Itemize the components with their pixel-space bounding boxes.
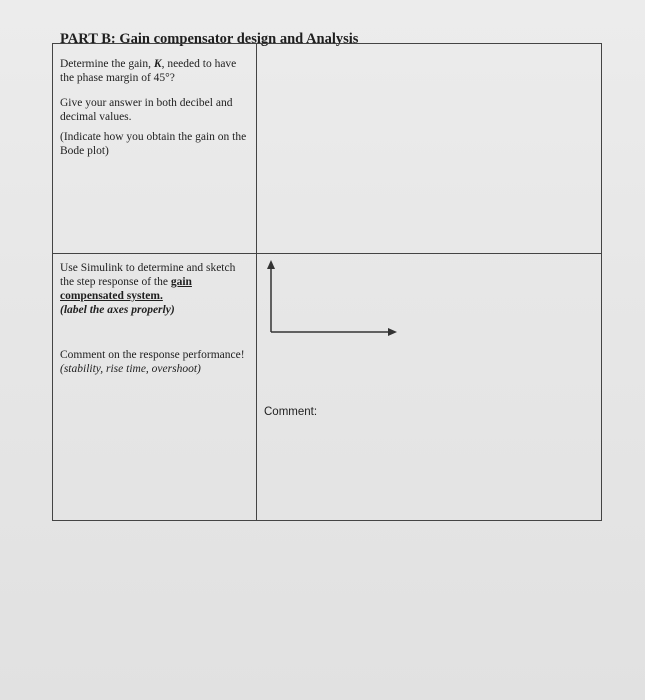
question-simulink-text: Use Simulink to determine and sketch the step response of the	[60, 262, 236, 288]
question-bode-note: (Indicate how you obtain the gain on the Bode plot)	[60, 131, 247, 157]
section-title: PART B: Gain compensator design and Analysis	[60, 31, 359, 47]
comment-label: Comment:	[264, 406, 318, 418]
question-comment-text: Comment on the response performance!	[60, 349, 245, 361]
question-simulink-emphasis: gain compensated system.	[60, 276, 192, 302]
column-divider	[256, 44, 257, 520]
question-gain-k-prefix: Determine the gain,	[60, 58, 154, 70]
question-comment	[60, 348, 250, 376]
x-axis-arrowhead	[388, 328, 397, 336]
question-units: Give your answer in both decibel and decimal values.	[60, 97, 233, 123]
question-simulink-note: (label the axes properly)	[60, 304, 175, 316]
question-gain-k-suffix: , needed to have the phase margin of 45°?	[60, 58, 237, 84]
y-axis-arrowhead	[267, 260, 275, 269]
question-gain-k	[60, 57, 250, 85]
question-simulink	[60, 261, 250, 317]
row-divider	[53, 253, 601, 254]
answer-table	[52, 43, 602, 521]
variable-k: K	[153, 58, 162, 70]
axes-sketch	[267, 260, 457, 340]
question-comment-note: (stability, rise time, overshoot)	[60, 363, 201, 375]
